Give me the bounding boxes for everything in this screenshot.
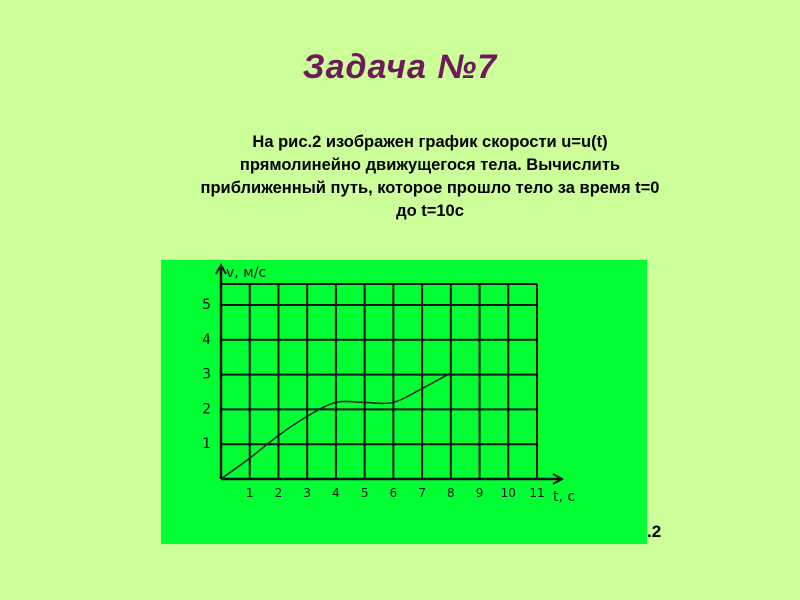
y-tick-label: 4 (202, 331, 211, 348)
x-tick-label: 5 (360, 486, 369, 500)
x-axis-label: t, c (553, 489, 576, 505)
velocity-chart (161, 260, 647, 544)
y-tick-label: 5 (202, 297, 211, 313)
y-tick-label: 1 (202, 436, 211, 453)
y-tick-label: 3 (202, 366, 211, 383)
figure-caption: .2 (647, 522, 662, 541)
x-tick-label: 4 (332, 486, 340, 500)
x-tick-label: 11 (529, 486, 545, 500)
velocity-chart-figure (161, 260, 647, 544)
y-tick-label: 2 (202, 401, 211, 418)
x-tick-label: 6 (389, 486, 398, 500)
x-tick-label: 2 (274, 486, 283, 500)
x-tick-label: 1 (245, 486, 254, 500)
y-axis-label: v, м/с (226, 265, 267, 281)
x-tick-label: 7 (418, 486, 426, 500)
x-tick-label: 3 (303, 486, 312, 500)
problem-text (60, 131, 800, 223)
x-tick-label: 10 (500, 486, 516, 500)
problem-line-3: приближенный путь, которое прошло тело за время t=0 (200, 179, 660, 197)
problem-line-1: На рис.2 изображен график скорости u=u(t) (252, 133, 608, 151)
x-tick-label: 9 (475, 486, 484, 500)
problem-line-2: прямолинейно движущегося тела. Вычислить (239, 156, 621, 174)
slide-title: Задача №7 (302, 48, 498, 86)
x-tick-label: 8 (446, 486, 455, 500)
problem-line-4: до t=10c (396, 202, 464, 220)
